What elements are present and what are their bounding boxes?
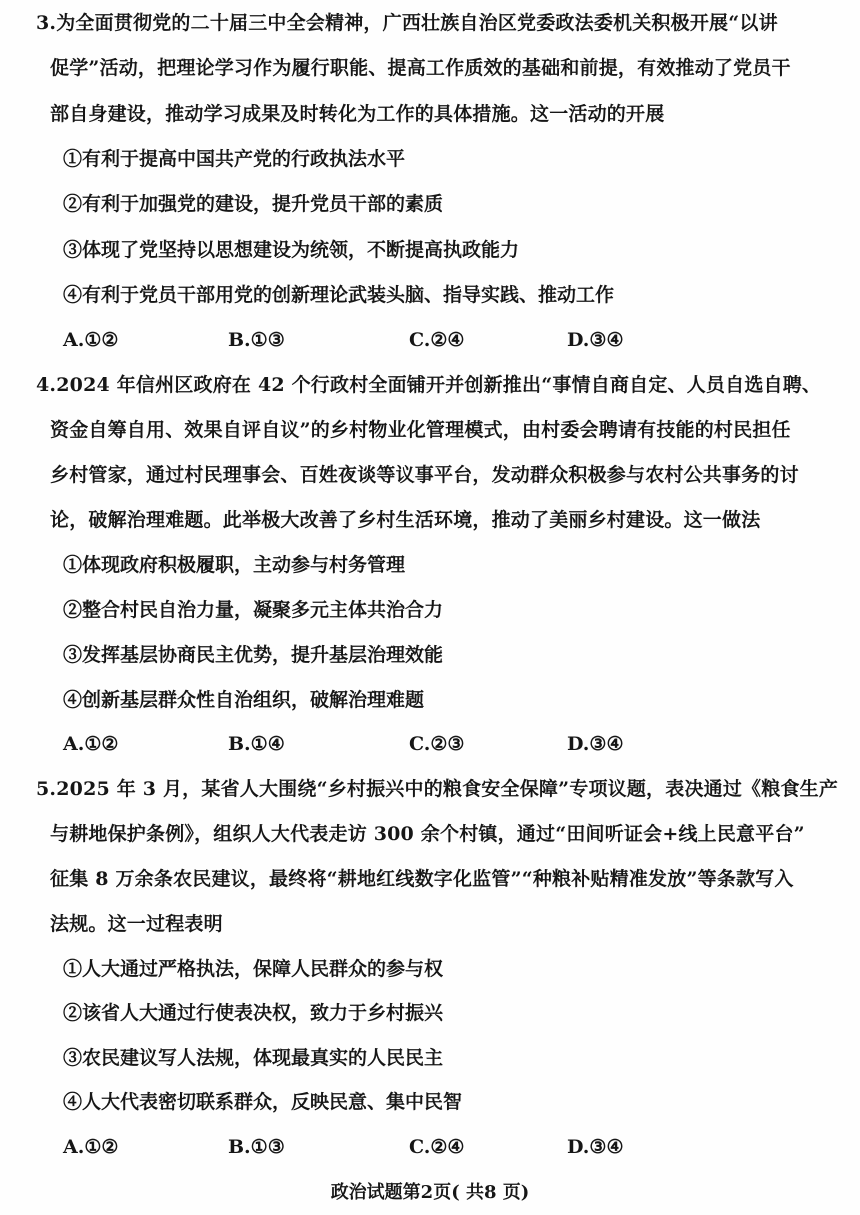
question-5-stem-line-4: 法规。这一过程表明	[50, 913, 223, 935]
question-4-choice-a: A.①②	[63, 733, 119, 755]
question-4-choices	[63, 733, 823, 757]
question-4-statement-3: ③发挥基层协商民主优势，提升基层治理效能	[63, 644, 444, 666]
question-5-stem-line-3: 征集 8 万余条农民建议，最终将“耕地红线数字化监管”“种粮补贴精准发放”等条款写入	[50, 868, 794, 890]
question-5-choice-c: C.②④	[409, 1136, 465, 1158]
question-3-choices	[63, 329, 823, 353]
question-5-statement-3: ③农民建议写人法规，体现最真实的人民民主	[63, 1047, 444, 1069]
question-5-statement-2: ②该省人大通过行使表决权，致力于乡村振兴	[63, 1002, 444, 1024]
question-3-choice-c: C.②④	[409, 329, 465, 351]
question-5-stem-line-1: 5.2025 年 3 月，某省人大围绕“乡村振兴中的粮食安全保障”专项议题，表决通过《粮食生产	[36, 778, 839, 800]
question-5-statement-1: ①人大通过严格执法，保障人民群众的参与权	[63, 958, 444, 980]
question-3-choice-b: B.①③	[228, 329, 285, 351]
question-5-stem-line-2: 与耕地保护条例》，组织人大代表走访 300 余个村镇，通过“田间听证会+线上民意平台”	[50, 823, 805, 845]
question-4-stem-line-2: 资金自筹自用、效果自评自议”的乡村物业化管理模式，由村委会聘请有技能的村民担任	[50, 419, 791, 441]
question-3-choice-d: D.③④	[567, 329, 624, 351]
page-footer: 政治试题第2页( 共8 页)	[330, 1182, 530, 1203]
question-3-statement-1: ①有利于提高中国共产党的行政执法水平	[63, 148, 406, 170]
question-4-choice-c: C.②③	[409, 733, 465, 755]
question-3-stem-line-3: 部自身建设，推动学习成果及时转化为工作的具体措施。这一活动的开展	[50, 103, 665, 125]
question-4-statement-1: ①体现政府积极履职，主动参与村务管理	[63, 554, 406, 576]
question-4-statement-4: ④创新基层群众性自治组织，破解治理难题	[63, 689, 425, 711]
question-3-statement-3: ③体现了党坚持以思想建设为统领，不断提高执政能力	[63, 239, 520, 261]
question-4-stem-line-1: 4.2024 年信州区政府在 42 个行政村全面铺开并创新推出“事情自商自定、人员自选自聘、	[36, 374, 822, 396]
question-4-choice-b: B.①④	[228, 733, 285, 755]
question-3-statement-4: ④有利于党员干部用党的创新理论武装头脑、指导实践、推动工作	[63, 284, 615, 306]
question-5-statement-4: ④人大代表密切联系群众，反映民意、集中民智	[63, 1091, 463, 1113]
question-4-stem-line-3: 乡村管家，通过村民理事会、百姓夜谈等议事平台，发动群众积极参与农村公共事务的讨	[50, 464, 799, 486]
question-5-choices	[63, 1136, 823, 1160]
question-4-statement-2: ②整合村民自治力量，凝聚多元主体共治合力	[63, 599, 444, 621]
question-3-statement-2: ②有利于加强党的建设，提升党员干部的素质	[63, 193, 444, 215]
question-5-choice-d: D.③④	[567, 1136, 624, 1158]
question-5-choice-b: B.①③	[228, 1136, 285, 1158]
question-4-choice-d: D.③④	[567, 733, 624, 755]
question-3-stem-line-1: 3.为全面贯彻党的二十届三中全会精神，广西壮族自治区党委政法委机关积极开展“以讲	[36, 12, 778, 34]
question-4-stem-line-4: 论，破解治理难题。此举极大改善了乡村生活环境，推动了美丽乡村建设。这一做法	[50, 509, 761, 531]
question-5-choice-a: A.①②	[63, 1136, 119, 1158]
question-3-stem-line-2: 促学”活动，把理论学习作为履行职能、提高工作质效的基础和前提，有效推动了党员干	[50, 57, 791, 79]
question-3-choice-a: A.①②	[63, 329, 119, 351]
